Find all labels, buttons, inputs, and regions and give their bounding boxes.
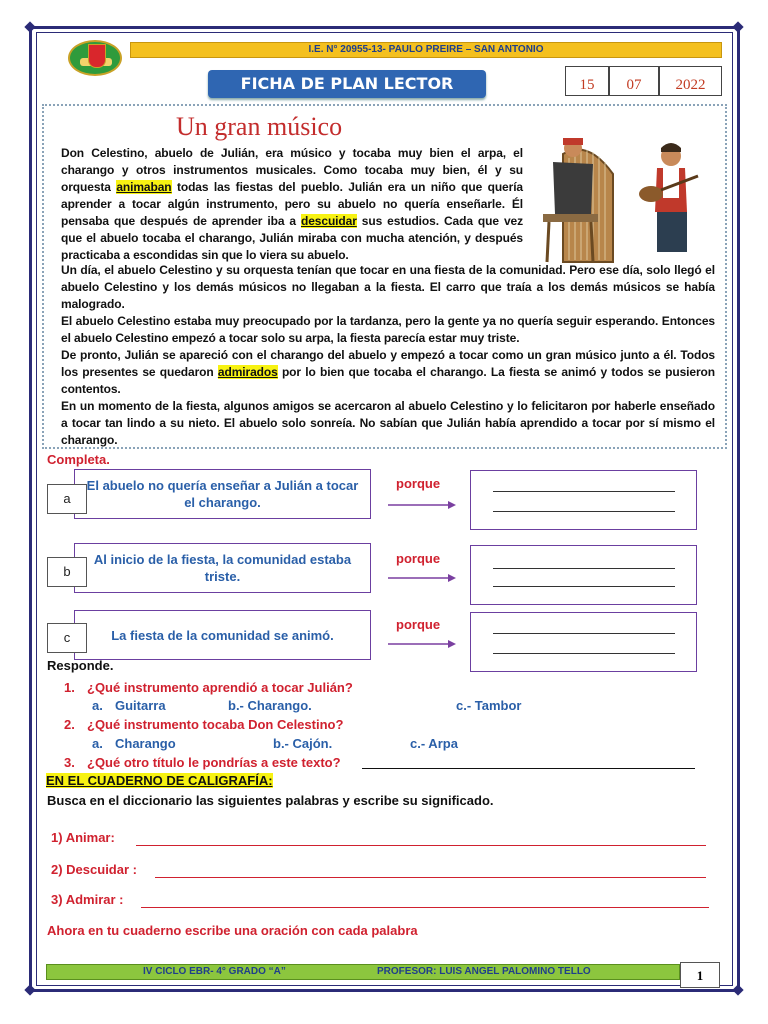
q1-option-c[interactable]: c.- Tambor	[456, 698, 522, 713]
closing-instruction: Ahora en tu cuaderno escribe una oración con cada palabra	[47, 923, 418, 938]
letter-b: b	[47, 557, 87, 587]
answer-line	[493, 511, 675, 512]
answer-line	[493, 568, 675, 569]
footer-bar	[46, 964, 680, 980]
statement-box-a: El abuelo no quería enseñar a Julián a tocar el charango.	[74, 469, 371, 519]
answer-line-animar[interactable]	[136, 845, 706, 846]
word-animar: 1) Animar:	[51, 830, 115, 845]
question-2: ¿Qué instrumento tocaba Don Celestino?	[87, 717, 344, 732]
highlight-admirados: admirados	[217, 365, 278, 379]
responde-heading: Responde.	[47, 658, 114, 673]
answer-line	[493, 586, 675, 587]
footer-teacher: PROFESOR: LUIS ANGEL PALOMINO TELLO	[377, 966, 591, 977]
arrow-icon	[386, 573, 458, 583]
porque-label: porque	[396, 551, 441, 566]
story-paragraph-3: El abuelo Celestino estaba muy preocupado por la tardanza, pero la gente ya no quería seguir esperando. Entonces el abuelo Celestino empezó a tocar solo su arpa, la fiesta parecía estar muy triste.	[61, 314, 715, 345]
q1-option-a-letter: a.	[92, 698, 103, 713]
letter-c: c	[47, 623, 87, 653]
story-paragraph-1: Don Celestino, abuelo de Julián, era músico y tocaba muy bien el arpa, el charango y otros instrumentos musicales. Como tocaba muy bien, él y su orquesta animaban todas las fiestas del pueblo. Julián era un niño que quería aprender a tocar algún instrumento, pero su abuelo no quería enseñarle. Él pensaba que después de aprender iba a descuidar sus estudios. Cada que vez que el abuelo tocaba el charango, Julián miraba con mucha atención, y después practicaba a escondidas sin que lo viera su abuelo.	[61, 146, 523, 262]
dictionary-instruction: Busca en el diccionario las siguientes palabras y escribe su significado.	[47, 793, 494, 808]
story-body	[61, 262, 715, 449]
completa-heading: Completa.	[47, 452, 110, 467]
q1-option-b[interactable]: b.- Charango.	[228, 698, 312, 713]
question-3-number: 3.	[64, 755, 75, 770]
answer-line	[493, 491, 675, 492]
highlight-animaban: animaban	[116, 180, 172, 194]
answer-line	[493, 633, 675, 634]
worksheet-title: FICHA DE PLAN LECTOR	[208, 70, 486, 98]
q2-option-a-letter: a.	[92, 736, 103, 751]
musicians-illustration	[533, 134, 713, 264]
answer-line	[493, 653, 675, 654]
answer-line-admirar[interactable]	[141, 907, 709, 908]
school-logo	[68, 40, 122, 76]
answer-box-a[interactable]	[470, 470, 697, 530]
statement-box-c: La fiesta de la comunidad se animó.	[74, 610, 371, 660]
statement-box-b: Al inicio de la fiesta, la comunidad estaba triste.	[74, 543, 371, 593]
q2-option-b[interactable]: b.- Cajón.	[273, 736, 333, 751]
question-1: ¿Qué instrumento aprendió a tocar Julián?	[87, 680, 353, 695]
word-descuidar: 2) Descuidar :	[51, 862, 137, 877]
word-admirar: 3) Admirar :	[51, 892, 124, 907]
story-paragraph-4: De pronto, Julián se apareció con el charango del abuelo y empezó a tocar como un gran músico junto a él. Todos los presentes se quedaron admirados por lo bien que tocaba el charango. La fiesta se animó y todos se pusieron contentos.	[61, 348, 715, 396]
story-paragraph-2: Un día, el abuelo Celestino y su orquesta tenían que tocar en una fiesta de la comunidad. Pero ese día, solo llegó el abuelo Celestino y los demás músicos no llegaban a la fiesta. El carro que traía a los demás músicos se había malogrado.	[61, 263, 715, 311]
page-number: 1	[680, 962, 720, 988]
arrow-icon	[386, 639, 458, 649]
question-3: ¿Qué otro título le pondrías a este texto?	[87, 755, 341, 770]
arrow-icon	[386, 500, 458, 510]
story-title: Un gran músico	[176, 112, 343, 141]
question-2-number: 2.	[64, 717, 75, 732]
porque-label: porque	[396, 476, 441, 491]
date-year: 2022	[659, 66, 722, 96]
highlight-descuidar: descuidar	[301, 214, 357, 228]
answer-box-c[interactable]	[470, 612, 697, 672]
story-paragraph-5: En un momento de la fiesta, algunos amigos se acercaron al abuelo Celestino y lo felicitaron por haberle enseñado a tocar tan lindo a su nieto. El abuelo solo sonreía. No sabían que Julián había aprendido a tocar por sí mismo el charango.	[61, 399, 715, 447]
answer-line-descuidar[interactable]	[155, 877, 706, 878]
cuaderno-heading: EN EL CUADERNO DE CALIGRAFÍA:	[46, 773, 273, 788]
letter-a: a	[47, 484, 87, 514]
q1-option-a[interactable]: Guitarra	[115, 698, 166, 713]
date-month: 07	[609, 66, 659, 96]
q2-option-a[interactable]: Charango	[115, 736, 176, 751]
answer-line-q3[interactable]	[362, 768, 695, 769]
footer-grade: IV CICLO EBR- 4° GRADO “A”	[143, 966, 286, 977]
porque-label: porque	[396, 617, 441, 632]
answer-box-b[interactable]	[470, 545, 697, 605]
school-banner: I.E. N° 20955-13- PAULO PREIRE – SAN ANTONIO	[130, 42, 722, 58]
question-1-number: 1.	[64, 680, 75, 695]
date-day: 15	[565, 66, 609, 96]
q2-option-c[interactable]: c.- Arpa	[410, 736, 458, 751]
